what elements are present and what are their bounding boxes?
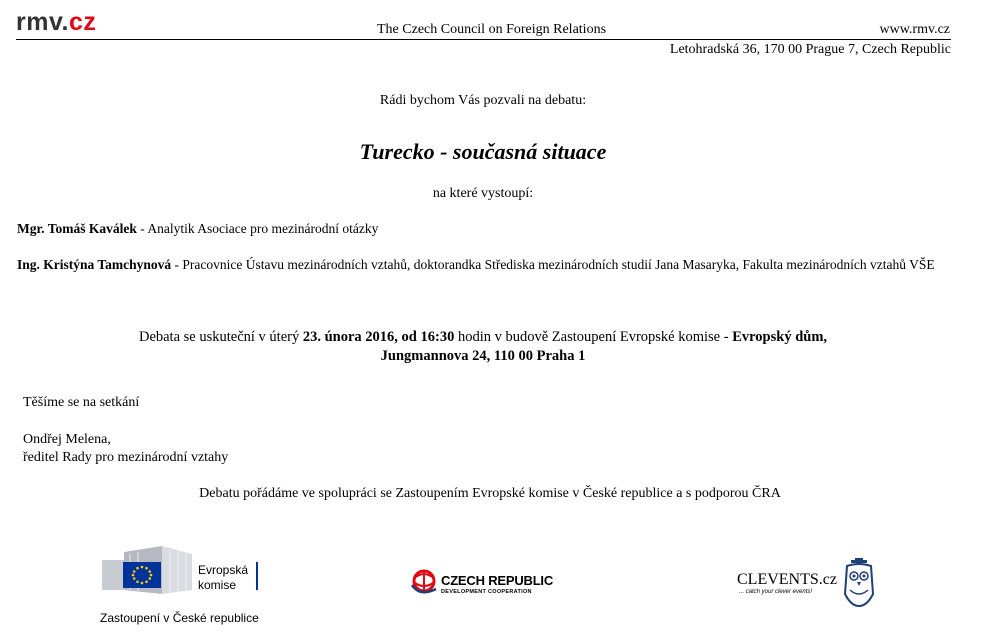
invitation-intro: Rádi bychom Vás pozvali na debatu:: [379, 93, 587, 108]
ec-line2: komise: [198, 578, 237, 592]
speaker-item: [17, 220, 378, 237]
rmv-logo-main: rmv.: [16, 8, 69, 36]
organization-name: The Czech Council on Foreign Relations: [377, 22, 607, 37]
speaker-name: Mgr. Tomáš Kaválek: [17, 221, 137, 236]
clevents-title: CLEVENTS.cz: [737, 571, 837, 588]
speaker-item: [17, 256, 952, 273]
cz-title: CZECH REPUBLIC: [441, 573, 554, 588]
globe-icon: [410, 567, 570, 599]
event-text-middle: hodin v budově Zastoupení Evropské komise -: [454, 329, 733, 345]
organization-address: Letohradská 36, 170 00 Prague 7, Czech Republic: [669, 42, 951, 57]
owl-icon: [737, 558, 877, 610]
clevents-logo: [737, 558, 877, 610]
cz-subtitle: DEVELOPMENT COOPERATION: [441, 589, 532, 595]
ec-building-icon: [100, 544, 270, 634]
event-text-before: Debata se uskuteční v úterý: [138, 329, 303, 345]
header-divider: [16, 39, 951, 40]
event-datetime: 23. února 2016, od 16:30: [302, 329, 455, 345]
speakers-intro: na které vystoupí:: [432, 186, 534, 201]
signatory-name: Ondřej Melena,: [23, 432, 111, 447]
website-link[interactable]: www.rmv.cz: [879, 22, 950, 37]
debate-topic: Turecko - současná situace: [359, 139, 607, 164]
speaker-role: - Pracovnice Ústavu mezinárodních vztahů, doktorandka Střediska mezinárodních studií Jana Masaryka, Fakulta mezinárodních vztahů VŠE: [171, 257, 935, 272]
event-address: Jungmannova 24, 110 00 Praha 1: [380, 348, 586, 364]
ec-line1: Evropská: [198, 563, 249, 577]
rmv-logo: [16, 7, 96, 37]
czech-development-logo: [410, 567, 570, 599]
event-venue: Evropský dům,: [732, 329, 828, 345]
ec-caption: Zastoupení v České republice: [100, 611, 259, 625]
event-details: [0, 328, 966, 366]
cooperation-note: Debatu pořádáme ve spolupráci se Zastoupením Evropské komise v České republice a s podporou ČRA: [199, 486, 781, 501]
closing-greeting: Těšíme se na setkání: [23, 395, 140, 410]
rmv-logo-accent: cz: [68, 8, 97, 36]
clevents-tagline: ... catch your clever events!: [739, 589, 813, 595]
speaker-role: - Analytik Asociace pro mezinárodní otázky: [136, 221, 379, 236]
signatory-role: ředitel Rady pro mezinárodní vztahy: [23, 450, 229, 465]
european-commission-logo: [100, 544, 270, 634]
speaker-name: Ing. Kristýna Tamchynová: [17, 257, 172, 272]
